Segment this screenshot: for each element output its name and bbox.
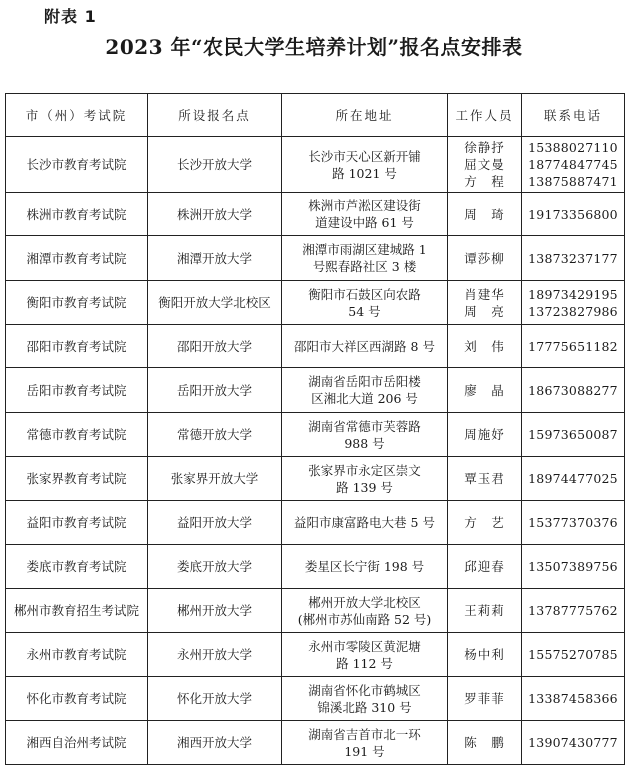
staff-name: 徐静抒 <box>464 140 505 155</box>
phone-number: 17775651182 <box>528 338 618 354</box>
cell-staff <box>448 501 522 545</box>
column-header-authority: 市（州）考试院 <box>6 94 148 137</box>
cell-staff <box>448 325 522 368</box>
page-title: 2023 年“农民大学生培养计划”报名点安排表 <box>105 35 523 59</box>
table-row <box>6 457 625 501</box>
staff-name: 刘 伟 <box>464 338 505 354</box>
address-line: (郴州市苏仙南路 52 号) <box>297 611 432 627</box>
cell-phone <box>522 589 625 633</box>
cell-authority: 湘潭市教育考试院 <box>6 236 148 281</box>
staff-name: 覃玉君 <box>464 471 505 486</box>
column-header-staff: 工作人员 <box>448 94 522 137</box>
cell-site: 衡阳开放大学北校区 <box>148 281 282 325</box>
address-line: 湘潭市雨湖区建城路 1 <box>302 242 427 257</box>
cell-address <box>282 368 448 413</box>
staff-name: 周施妤 <box>464 427 505 442</box>
phone-number: 18774847745 <box>528 157 618 172</box>
table-row <box>6 501 625 545</box>
phone-number: 18673088277 <box>528 382 618 398</box>
address-line: 54 号 <box>348 303 381 319</box>
cell-phone <box>522 137 625 193</box>
cell-staff <box>448 677 522 721</box>
cell-address <box>282 721 448 765</box>
phone-number: 13873237177 <box>528 250 618 266</box>
address-line: 湖南省怀化市鹤城区 <box>308 682 421 698</box>
phone-number: 18973429195 <box>528 286 618 302</box>
cell-address <box>282 413 448 457</box>
cell-staff <box>448 236 522 281</box>
cell-phone <box>522 193 625 236</box>
phone-number: 13787775762 <box>528 603 618 618</box>
cell-staff <box>448 457 522 501</box>
table-row <box>6 589 625 633</box>
address-line: 区湘北大道 206 号 <box>311 391 418 406</box>
cell-address <box>282 193 448 236</box>
phone-number: 13723827986 <box>528 303 618 319</box>
cell-phone <box>522 325 625 368</box>
address-line: 988 号 <box>344 435 385 451</box>
staff-name: 肖建华 <box>464 286 505 302</box>
cell-address <box>282 236 448 281</box>
cell-staff <box>448 193 522 236</box>
cell-address <box>282 457 448 501</box>
cell-staff <box>448 721 522 765</box>
registration-sites-table <box>5 93 625 765</box>
cell-phone <box>522 677 625 721</box>
table-row <box>6 236 625 281</box>
phone-number: 18974477025 <box>528 471 618 486</box>
address-line: 191 号 <box>344 743 385 759</box>
table-row <box>6 413 625 457</box>
table-row <box>6 545 625 589</box>
cell-address <box>282 281 448 325</box>
cell-authority: 益阳市教育考试院 <box>6 501 148 545</box>
cell-phone <box>522 501 625 545</box>
table-row <box>6 721 625 765</box>
cell-phone <box>522 457 625 501</box>
address-line: 湖南省吉首市北一环 <box>308 726 421 742</box>
phone-number: 15973650087 <box>528 427 618 442</box>
table-header-row <box>6 94 625 137</box>
staff-name: 罗菲菲 <box>464 691 505 706</box>
cell-site: 郴州开放大学 <box>148 589 282 633</box>
cell-site: 永州开放大学 <box>148 633 282 677</box>
table-body <box>6 137 625 765</box>
address-line: 道建设中路 61 号 <box>315 215 414 230</box>
phone-number: 13387458366 <box>528 691 618 706</box>
cell-authority: 怀化市教育考试院 <box>6 677 148 721</box>
cell-address <box>282 545 448 589</box>
address-line: 路 1021 号 <box>332 165 397 181</box>
staff-name: 屈文曼 <box>464 157 505 172</box>
staff-name: 王莉莉 <box>464 603 505 618</box>
address-line: 张家界市永定区崇文 <box>308 462 421 478</box>
cell-site: 邵阳开放大学 <box>148 325 282 368</box>
cell-address <box>282 677 448 721</box>
address-line: 湖南省常德市芙蓉路 <box>308 418 421 434</box>
cell-staff <box>448 545 522 589</box>
staff-name: 周 亮 <box>464 303 505 319</box>
address-line: 株洲市芦淞区建设街 <box>308 198 421 213</box>
table-row <box>6 368 625 413</box>
table-row <box>6 281 625 325</box>
table-row <box>6 633 625 677</box>
cell-site: 湘潭开放大学 <box>148 236 282 281</box>
address-line: 郴州开放大学北校区 <box>308 594 421 610</box>
cell-phone <box>522 545 625 589</box>
cell-address <box>282 501 448 545</box>
cell-phone <box>522 721 625 765</box>
cell-site: 常德开放大学 <box>148 413 282 457</box>
phone-number: 13907430777 <box>528 735 618 750</box>
cell-authority: 长沙市教育考试院 <box>6 137 148 193</box>
cell-site: 张家界开放大学 <box>148 457 282 501</box>
cell-phone <box>522 236 625 281</box>
staff-name: 谭莎柳 <box>464 250 505 266</box>
cell-staff <box>448 589 522 633</box>
table-row <box>6 137 625 193</box>
address-line: 号熙春路社区 3 楼 <box>312 259 417 274</box>
cell-authority: 郴州市教育招生考试院 <box>6 589 148 633</box>
column-header-site: 所设报名点 <box>148 94 282 137</box>
cell-phone <box>522 413 625 457</box>
cell-authority: 岳阳市教育考试院 <box>6 368 148 413</box>
cell-site: 长沙开放大学 <box>148 137 282 193</box>
cell-address <box>282 589 448 633</box>
cell-staff <box>448 413 522 457</box>
cell-phone <box>522 368 625 413</box>
column-header-address: 所在地址 <box>282 94 448 137</box>
phone-number: 15377370376 <box>528 515 618 530</box>
annex-label: 附表 1 <box>44 7 97 26</box>
cell-address <box>282 325 448 368</box>
phone-number: 13875887471 <box>528 174 618 189</box>
cell-authority: 衡阳市教育考试院 <box>6 281 148 325</box>
cell-authority: 邵阳市教育考试院 <box>6 325 148 368</box>
cell-address <box>282 633 448 677</box>
cell-site: 娄底开放大学 <box>148 545 282 589</box>
address-line: 娄星区长宁街 198 号 <box>304 559 425 574</box>
address-line: 路 139 号 <box>336 479 393 495</box>
cell-authority: 株洲市教育考试院 <box>6 193 148 236</box>
staff-name: 方 艺 <box>464 515 505 530</box>
staff-name: 周 琦 <box>464 206 505 222</box>
phone-number: 13507389756 <box>528 559 618 574</box>
address-line: 湖南省岳阳市岳阳楼 <box>308 374 421 389</box>
cell-staff <box>448 633 522 677</box>
cell-site: 怀化开放大学 <box>148 677 282 721</box>
cell-site: 益阳开放大学 <box>148 501 282 545</box>
column-header-phone: 联系电话 <box>522 94 625 137</box>
cell-staff <box>448 368 522 413</box>
cell-site: 株洲开放大学 <box>148 193 282 236</box>
staff-name: 邱迎春 <box>464 559 505 574</box>
address-line: 永州市零陵区黄泥塘 <box>308 638 421 654</box>
address-line: 路 112 号 <box>336 655 393 671</box>
phone-number: 19173356800 <box>528 206 618 222</box>
table-row <box>6 193 625 236</box>
table-row <box>6 677 625 721</box>
phone-number: 15388027110 <box>528 140 618 155</box>
cell-staff <box>448 281 522 325</box>
staff-name: 方 程 <box>464 174 505 189</box>
cell-authority: 张家界教育考试院 <box>6 457 148 501</box>
cell-phone <box>522 633 625 677</box>
address-line: 邵阳市大祥区西湖路 8 号 <box>294 338 435 354</box>
cell-site: 湘西开放大学 <box>148 721 282 765</box>
staff-name: 陈 鹏 <box>464 735 505 750</box>
address-line: 益阳市康富路电大巷 5 号 <box>294 515 435 530</box>
cell-phone <box>522 281 625 325</box>
phone-number: 15575270785 <box>528 647 618 662</box>
cell-staff <box>448 137 522 193</box>
cell-authority: 娄底市教育考试院 <box>6 545 148 589</box>
address-line: 长沙市天心区新开铺 <box>308 148 421 164</box>
address-line: 衡阳市石鼓区向农路 <box>308 286 421 302</box>
staff-name: 廖 晶 <box>464 382 505 398</box>
staff-name: 杨中利 <box>464 647 505 662</box>
table-row <box>6 325 625 368</box>
cell-authority: 永州市教育考试院 <box>6 633 148 677</box>
cell-address <box>282 137 448 193</box>
cell-site: 岳阳开放大学 <box>148 368 282 413</box>
address-line: 锦溪北路 310 号 <box>317 699 412 715</box>
cell-authority: 常德市教育考试院 <box>6 413 148 457</box>
cell-authority: 湘西自治州考试院 <box>6 721 148 765</box>
